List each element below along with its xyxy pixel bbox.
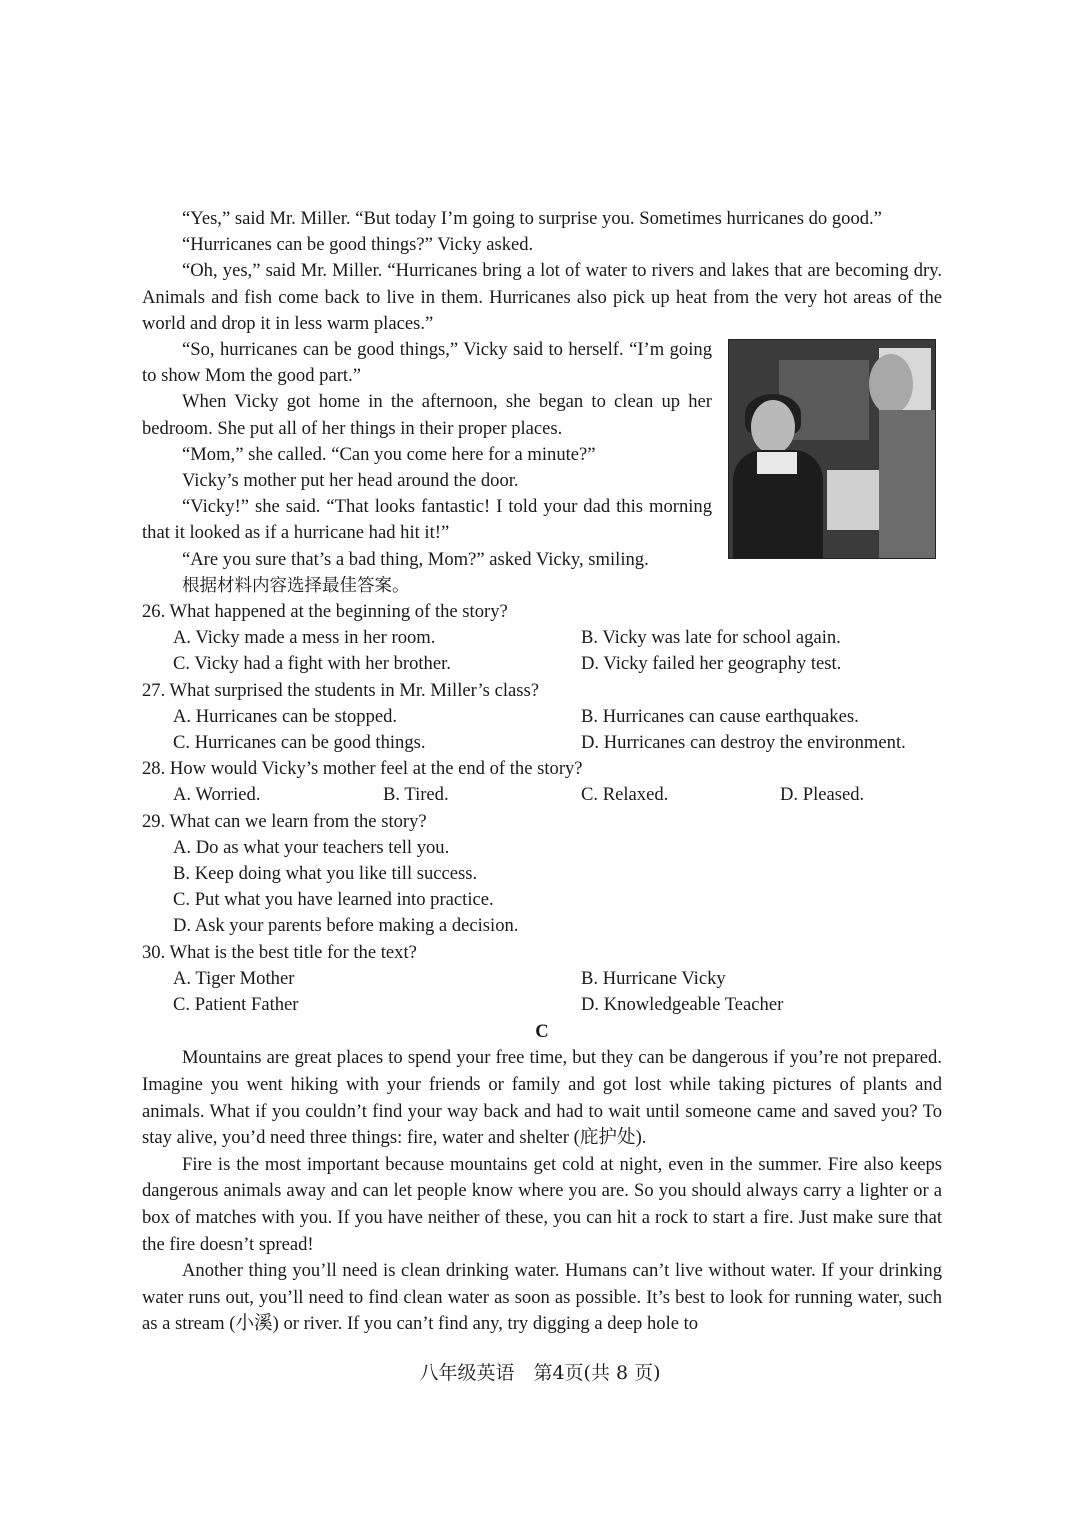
question-27: 27. What surprised the students in Mr. Miller’s class? bbox=[142, 679, 539, 701]
section-heading: C bbox=[535, 1021, 549, 1043]
option-27-c[interactable]: C. Hurricanes can be good things. bbox=[173, 732, 426, 754]
option-26-a[interactable]: A. Vicky made a mess in her room. bbox=[173, 627, 436, 649]
options-row bbox=[142, 625, 942, 651]
story-paragraph: “Mom,” she called. “Can you come here for a minute?” bbox=[182, 443, 596, 465]
option-29-a[interactable]: A. Do as what your teachers tell you. bbox=[173, 836, 450, 858]
option-30-c[interactable]: C. Patient Father bbox=[173, 994, 299, 1015]
question-29: 29. What can we learn from the story? bbox=[142, 810, 427, 832]
option-27-a[interactable]: A. Hurricanes can be stopped. bbox=[173, 705, 398, 727]
option-26-d[interactable]: D. Vicky failed her geography test. bbox=[581, 653, 842, 675]
options-row bbox=[142, 730, 942, 756]
question-26: 26. What happened at the beginning of the story? bbox=[142, 601, 508, 623]
story-paragraph: Vicky’s mother put her head around the door. bbox=[182, 470, 519, 492]
question-28: 28. How would Vicky’s mother feel at the end of the story? bbox=[142, 758, 583, 780]
option-29-b[interactable]: B. Keep doing what you like till success. bbox=[173, 863, 478, 884]
options-row bbox=[142, 782, 942, 808]
option-28-d[interactable]: D. Pleased. bbox=[780, 784, 865, 806]
story-paragraph: “Hurricanes can be good things?” Vicky asked. bbox=[182, 234, 534, 256]
passage-paragraph: Fire is the most important because mountains get cold at night, even in the summer. Fire also keeps dangerous animals away and can let people know where you are. So you should always carry a lighter or a box of matches with you. If you have neither of these, you can hit a rock to start a fire. Just make sure that the fire doesn’t spread! bbox=[142, 1153, 942, 1255]
option-26-c[interactable]: C. Vicky had a fight with her brother. bbox=[173, 653, 451, 675]
page-footer: 八年级英语 第4页(共 8 页) bbox=[419, 1362, 661, 1384]
option-28-a[interactable]: A. Worried. bbox=[173, 784, 261, 806]
option-30-b[interactable]: B. Hurricane Vicky bbox=[581, 967, 726, 989]
options-row bbox=[142, 651, 942, 677]
passage-paragraph: Another thing you’ll need is clean drinking water. Humans can’t live without water. If your drinking water runs out, you’ll need to find clean water as soon as possible. It’s best to look for running water, such as a stream (小溪) or river. If you can’t find any, try digging a deep hole to bbox=[142, 1260, 942, 1335]
story-paragraph: “Yes,” said Mr. Miller. “But today I’m going to surprise you. Sometimes hurricanes do good.” bbox=[182, 208, 882, 229]
option-29-c[interactable]: C. Put what you have learned into practice. bbox=[173, 889, 494, 911]
option-28-b[interactable]: B. Tired. bbox=[383, 784, 449, 806]
passage-paragraph: Mountains are great places to spend your free time, but they can be dangerous if you’re not prepared. Imagine you went hiking with your friends or family and got lost while taking pictures of plants and animals. What if you couldn’t find your way back and had to wait until someone came and saved you? To stay alive, you’d need three things: fire, water and shelter (庇护处). bbox=[142, 1047, 942, 1149]
options-row bbox=[142, 704, 942, 730]
story-paragraph: When Vicky got home in the afternoon, she began to clean up her bedroom. She put all of her things in their proper places. bbox=[142, 391, 712, 439]
story-illustration-photo bbox=[728, 339, 936, 559]
story-paragraph: “So, hurricanes can be good things,” Vicky said to herself. “I’m going to show Mom the good part.” bbox=[142, 339, 712, 387]
option-26-b[interactable]: B. Vicky was late for school again. bbox=[581, 627, 841, 649]
option-27-d[interactable]: D. Hurricanes can destroy the environment. bbox=[581, 732, 906, 754]
instruction-text: 根据材料内容选择最佳答案。 bbox=[182, 575, 410, 596]
story-paragraph: “Oh, yes,” said Mr. Miller. “Hurricanes bring a lot of water to rivers and lakes that are becoming dry. Animals and fish come back to live in them. Hurricanes also pick up heat from the very hot areas of the world and drop it in less warm places.” bbox=[142, 260, 942, 334]
option-29-d[interactable]: D. Ask your parents before making a decision. bbox=[173, 915, 519, 937]
section-c bbox=[142, 1019, 942, 1338]
options-row bbox=[142, 966, 942, 992]
page-content bbox=[142, 206, 942, 1338]
question-30: 30. What is the best title for the text? bbox=[142, 941, 417, 963]
option-30-d[interactable]: D. Knowledgeable Teacher bbox=[581, 994, 784, 1015]
option-28-c[interactable]: C. Relaxed. bbox=[581, 784, 669, 806]
story-paragraph: “Are you sure that’s a bad thing, Mom?” asked Vicky, smiling. bbox=[182, 548, 649, 570]
options-row bbox=[142, 992, 942, 1018]
option-27-b[interactable]: B. Hurricanes can cause earthquakes. bbox=[581, 705, 859, 727]
story-paragraph: “Vicky!” she said. “That looks fantastic! I told your dad this morning that it looked as if a hurricane had hit it!” bbox=[142, 496, 712, 544]
option-30-a[interactable]: A. Tiger Mother bbox=[173, 967, 295, 989]
